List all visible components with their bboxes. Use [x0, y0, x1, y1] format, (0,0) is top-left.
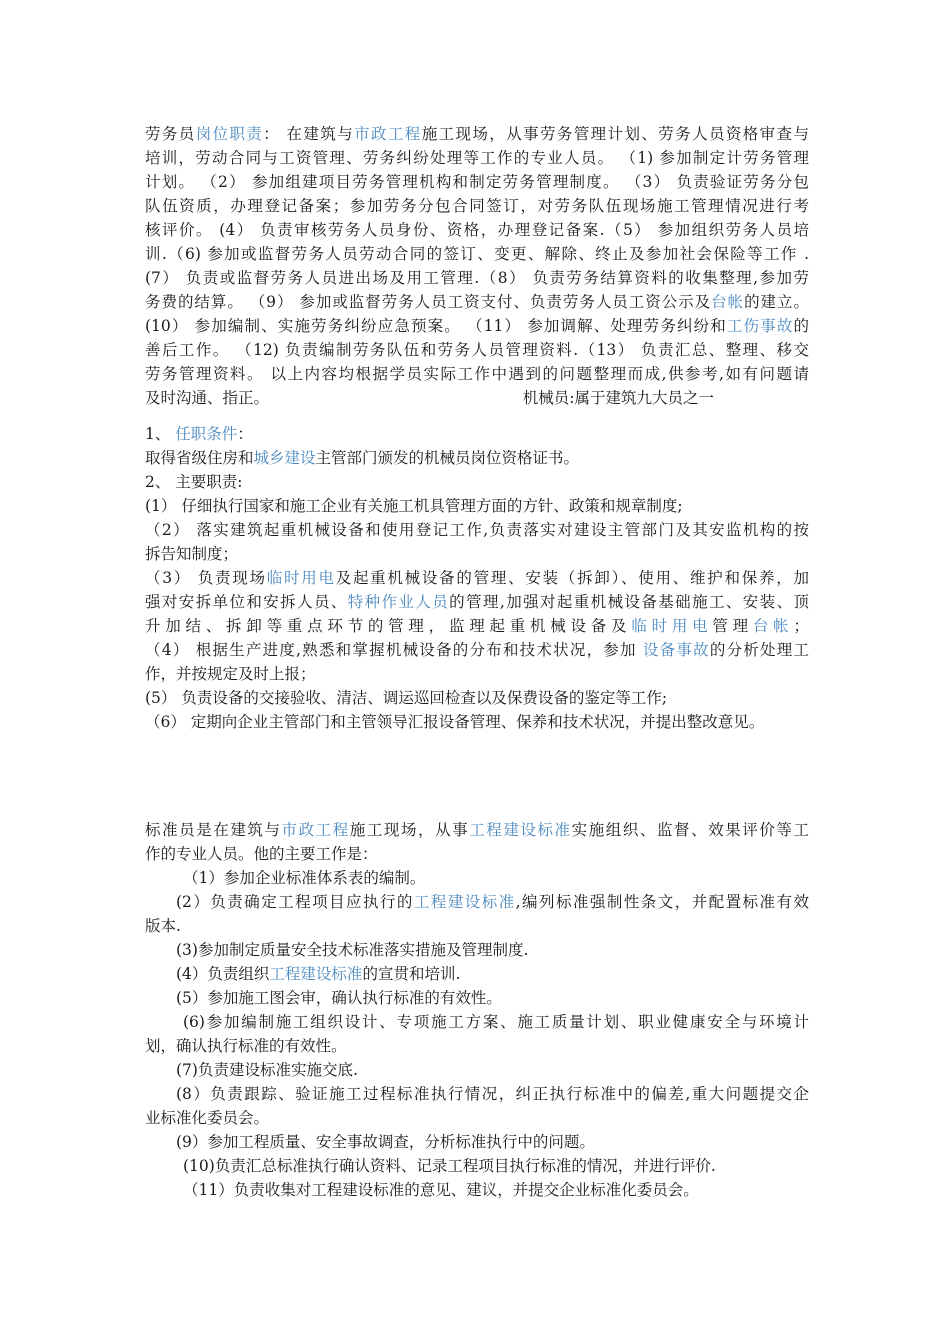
paragraph-line [145, 266, 809, 290]
line-text: 1、 [145, 425, 176, 443]
paragraph-line [145, 986, 809, 1010]
paragraph-line [145, 914, 809, 938]
paragraph-line [145, 638, 809, 662]
line-text: （4） 根据生产进度,熟悉和掌握机械设备的分布和技术状况，参加 [145, 641, 643, 659]
line-text: 划，确认执行标准的有效性。 [145, 1037, 347, 1055]
line-text: 作，并按规定及时上报； [145, 665, 316, 683]
line-text: 实施组织、监督、效果评价等工 [571, 821, 809, 839]
line-text: 管理 [712, 617, 753, 635]
paragraph-line [145, 818, 809, 842]
paragraph-line [145, 542, 809, 566]
paragraph-line [145, 446, 809, 470]
term-link[interactable]: 工程建设标准 [269, 965, 363, 983]
term-link[interactable]: 市政工程 [354, 125, 422, 143]
line-text: (7） 负责或监督劳务人员进出场及用工管理.（8） 负责劳务结算资料的收集整理,参加劳 [145, 269, 809, 287]
paragraph-line [145, 170, 809, 194]
line-text: 的建立。 [744, 293, 809, 311]
paragraph-line [145, 338, 809, 362]
paragraph-line [145, 470, 809, 494]
paragraph-line [145, 518, 809, 542]
paragraph-line [145, 1058, 809, 1082]
line-text: 施工现场，从事 [349, 821, 470, 839]
term-link[interactable]: 临时用电 [266, 569, 336, 587]
machinery-officer-heading: 机械员:属于建筑九大员之一 [522, 389, 714, 407]
term-link[interactable]: 台帐 [711, 293, 745, 311]
term-link[interactable]: 工伤事故 [726, 317, 794, 335]
line-text: 拆告知制度； [145, 545, 239, 563]
line-text: 及起重机械设备的管理、安装（拆卸）、使用、维护和保养，加 [335, 569, 809, 587]
line-text: 务费的结算。 （9） 参加或监督劳务人员工资支付、负责劳务人员工资公示及 [145, 293, 712, 311]
paragraph-line [145, 494, 809, 518]
line-text: (5） 负责设备的交接验收、清洁、调运巡回检查以及保费设备的鉴定等工作; [145, 689, 668, 707]
term-link[interactable]: 临时用电 [631, 617, 713, 635]
line-text: 的管理,加强对起重机械设备基础施工、安装、顶 [449, 593, 809, 611]
term-link[interactable]: 市政工程 [281, 821, 350, 839]
paragraph-line [145, 710, 809, 734]
paragraph-line [145, 1178, 809, 1202]
line-text: (5）参加施工图会审，确认执行标准的有效性。 [176, 989, 502, 1007]
line-text: (8）负责跟踪、验证施工过程标准执行情况，纠正执行标准中的偏差,重大问题提交企 [176, 1085, 809, 1103]
paragraph-line [145, 290, 809, 314]
line-text: (9）参加工程质量、安全事故调查，分析标准执行中的问题。 [176, 1133, 595, 1151]
line-text: 培训，劳动合同与工资管理、劳务纠纷处理等工作的专业人员。 （1) 参加制定计劳务管理 [145, 149, 809, 167]
paragraph-line [145, 218, 809, 242]
line-text: 主管部门颁发的机械员岗位资格证书。 [315, 449, 580, 467]
paragraph-line [145, 938, 809, 962]
line-text: ： 在建筑与 [263, 125, 355, 143]
line-text: （3） 负责现场 [145, 569, 267, 587]
paragraph-line [145, 866, 809, 890]
line-text: （2） 落实建筑起重机械设备和使用登记工作,负责落实对建设主管部门及其安监机构的按 [145, 521, 809, 539]
line-text: (10)负责汇总标准执行确认资料、记录工程项目执行标准的情况，并进行评价. [183, 1157, 716, 1175]
labor-officer-last-line [145, 386, 809, 410]
closing-text: 及时沟通、指正。 [145, 389, 270, 407]
line-text: 取得省级住房和 [145, 449, 254, 467]
line-text: ： [237, 425, 253, 443]
line-text: 的 [793, 317, 809, 335]
line-text: ,编列标准强制性条文，并配置标准有效 [515, 893, 809, 911]
line-text: 升加结、拆卸等重点环节的管理，监理起重机械设备及 [145, 617, 632, 635]
paragraph-line [145, 314, 809, 338]
paragraph-line [145, 1130, 809, 1154]
line-text: 强对安拆单位和安拆人员、 [145, 593, 348, 611]
line-text: 核评价。 (4） 负责审核劳务人员身份、资格，办理登记备案.（5） 参加组织劳务人员培 [145, 221, 809, 239]
standards-officer-section [145, 818, 809, 1202]
line-text: 劳务员 [145, 125, 196, 143]
paragraph-line [145, 614, 809, 638]
term-link[interactable]: 工程建设标准 [413, 893, 516, 911]
term-link[interactable]: 城乡建设 [253, 449, 316, 467]
paragraph-line [145, 362, 809, 386]
labor-officer-section [145, 122, 809, 386]
paragraph-line [145, 590, 809, 614]
paragraph-line [145, 1106, 809, 1130]
line-text: (10） 参加编制、实施劳务纠纷应急预案。 （11） 参加调解、处理劳务纠纷和 [145, 317, 727, 335]
line-text: ； [793, 617, 809, 635]
line-text: 作的专业人员。他的主要工作是： [145, 845, 378, 863]
line-text: 施工现场，从事劳务管理计划、劳务人员资格审查与 [421, 125, 809, 143]
machinery-officer-section [145, 422, 809, 734]
line-text: (4）负责组织 [176, 965, 270, 983]
paragraph-line [145, 566, 809, 590]
paragraph-line [145, 842, 809, 866]
paragraph-line [145, 146, 809, 170]
line-text: 标准员是在建筑与 [145, 821, 282, 839]
line-text: （1）参加企业标准体系表的编制。 [183, 869, 426, 887]
paragraph-line [145, 1010, 809, 1034]
line-text: (6)参加编制施工组织设计、专项施工方案、施工质量计划、职业健康安全与环境计 [183, 1013, 809, 1031]
line-text: （6） 定期向企业主管部门和主管领导汇报设备管理、保养和技术状况，并提出整改意见。 [145, 713, 765, 731]
paragraph-line [145, 686, 809, 710]
line-text: （11）负责收集对工程建设标准的意见、建议，并提交企业标准化委员会。 [183, 1181, 699, 1199]
term-link[interactable]: 岗位职责 [195, 125, 264, 143]
paragraph-line [145, 890, 809, 914]
line-text: 版本. [145, 917, 181, 935]
paragraph-line [145, 422, 809, 446]
term-link[interactable]: 任职条件 [175, 425, 238, 443]
paragraph-line [145, 194, 809, 218]
paragraph-line [145, 1034, 809, 1058]
line-text: 的宣贯和培训. [362, 965, 461, 983]
line-text: 的分析处理工 [709, 641, 809, 659]
line-text: 队伍资质，办理登记备案；参加劳务分包合同签订，对劳务队伍现场施工管理情况进行考 [145, 197, 809, 215]
line-text: (3)参加制定质量安全技术标准落实措施及管理制度. [176, 941, 529, 959]
paragraph-line [145, 122, 809, 146]
paragraph-line [145, 242, 809, 266]
line-text: 计划。 （2） 参加组建项目劳务管理机构和制定劳务管理制度。 （3） 负责验证劳务分包 [145, 173, 809, 191]
term-link[interactable]: 台帐 [752, 617, 794, 635]
paragraph-line [145, 662, 809, 686]
paragraph-line [145, 1154, 809, 1178]
paragraph-line [145, 962, 809, 986]
line-text: 业标准化委员会。 [145, 1109, 270, 1127]
line-text: 训.（6) 参加或监督劳务人员劳动合同的签订、变更、解除、终止及参加社会保险等工作 . [145, 245, 809, 263]
line-text: 2、 主要职责: [145, 473, 243, 491]
line-text: (7)负责建设标准实施交底. [176, 1061, 358, 1079]
paragraph-line [145, 386, 809, 410]
line-text: 劳务管理资料。 以上内容均根据学员实际工作中遇到的问题整理而成,供参考,如有问题请 [145, 365, 809, 383]
line-text: (1） 仔细执行国家和施工企业有关施工机具管理方面的方针、政策和规章制度; [145, 497, 683, 515]
paragraph-line [145, 1082, 809, 1106]
line-text: 善后工作。 （12) 负责编制劳务队伍和劳务人员管理资料.（13） 负责汇总、整理、移交 [145, 341, 809, 359]
line-text: (2）负责确定工程项目应执行的 [176, 893, 414, 911]
term-link[interactable]: 设备事故 [642, 641, 710, 659]
term-link[interactable]: 特种作业人员 [347, 593, 450, 611]
term-link[interactable]: 工程建设标准 [469, 821, 572, 839]
